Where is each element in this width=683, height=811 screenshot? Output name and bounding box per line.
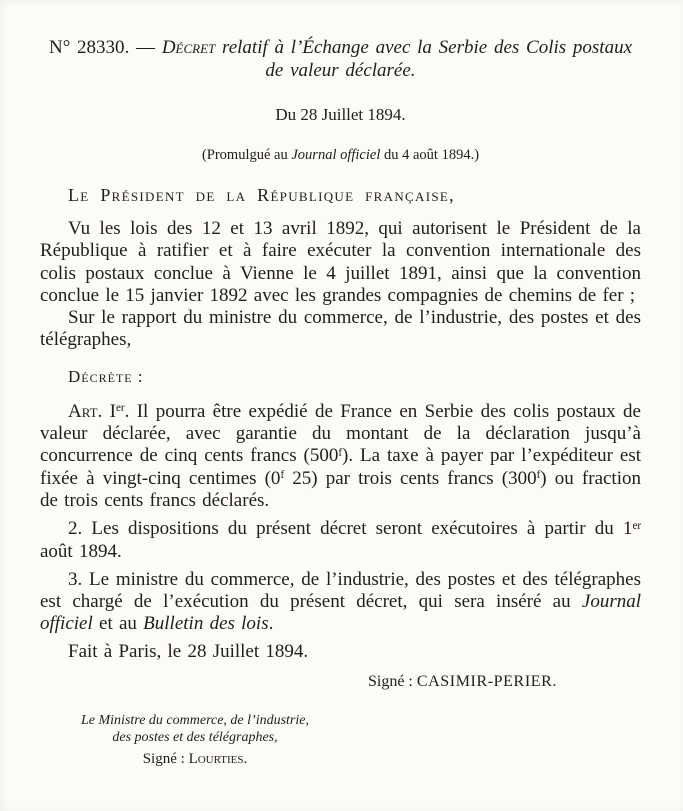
text-segment: du 4 août 1894.) bbox=[380, 147, 480, 163]
article-2-paragraph bbox=[40, 518, 641, 563]
text-segment: . bbox=[268, 613, 274, 635]
closing-place-date-line: Fait à Paris, le 28 Juillet 1894. bbox=[68, 640, 309, 662]
decree-date: Du 28 Juillet 1894. bbox=[275, 105, 406, 124]
decree-title bbox=[48, 36, 633, 82]
text-segment: Décret bbox=[161, 37, 216, 58]
text-segment: relatif à l’Échange avec la Serbie des Colis postaux de valeur déclarée. bbox=[215, 37, 633, 81]
article-1-paragraph bbox=[40, 401, 641, 512]
text-segment: Journal officiel bbox=[40, 591, 641, 635]
text-segment: 3. Le ministre du commerce, de l’industrie, des postes et des télégraphes est chargé de l’exécution du présent décret, qui sera inséré au bbox=[40, 568, 641, 613]
minister-title-line-2: des postes et des télégraphes, bbox=[112, 730, 278, 746]
recital-paragraph-1: Vu les lois des 12 et 13 avril 1892, qui autorisent le Président de la République à ratifier et à faire exécuter la convention internationale des colis postaux conclue à Vienne le 4 juillet 1891, ainsi que la convention conclue le 15 janvier 1892 avec les grandes compagnies de chemins de fer ; bbox=[40, 218, 641, 306]
minister-signature-line bbox=[64, 751, 326, 768]
text-segment: et au bbox=[92, 613, 144, 635]
text-segment: ) ou fraction de trois cents francs déclarés. bbox=[40, 467, 641, 511]
salutation-line: Le Président de la République française, bbox=[68, 185, 455, 205]
text-segment: (Promulgué au bbox=[201, 147, 292, 163]
text-segment: 2. Les dispositions du présent décret seront exécutoires à partir du 1 bbox=[68, 518, 633, 540]
text-segment: ). La taxe à payer par l’expéditeur est fixée à vingt-cinq centimes (0 bbox=[40, 445, 641, 489]
text-segment: Signé : bbox=[142, 751, 189, 768]
article-3-paragraph bbox=[40, 569, 641, 636]
minister-title-line-1: Le Ministre du commerce, de l’industrie, bbox=[81, 713, 309, 729]
text-segment: Journal officiel bbox=[291, 147, 381, 163]
text-segment: Art. I bbox=[68, 400, 117, 422]
text-segment: CASIMIR-PERIER. bbox=[416, 673, 557, 691]
text-segment: Signé : bbox=[367, 673, 417, 691]
text-segment: 25) par trois cents francs (300 bbox=[284, 467, 537, 489]
decrete-word: Décrète : bbox=[68, 366, 144, 386]
recital-paragraph-2: Sur le rapport du ministre du commerce, de l’industrie, des postes et des télégraphes, bbox=[40, 307, 641, 351]
promulgation-note bbox=[40, 147, 641, 164]
text-segment: f bbox=[280, 469, 285, 482]
text-segment: f bbox=[536, 469, 541, 482]
text-segment: Bulletin des lois bbox=[143, 613, 269, 635]
text-segment: er bbox=[116, 402, 125, 415]
text-segment: N° 28330. — bbox=[48, 37, 162, 58]
text-segment: Lourties. bbox=[188, 751, 248, 768]
text-segment: . Il pourra être expédié de France en Serbie des colis postaux de valeur déclarée, avec garantie du montant de la déclaration jusqu’à concurrence de cinq cents francs (500 bbox=[40, 400, 641, 467]
text-segment: f bbox=[338, 446, 343, 459]
text-segment: août 1894. bbox=[40, 540, 122, 562]
president-signature-line bbox=[40, 673, 557, 691]
text-segment: er bbox=[632, 519, 641, 532]
minister-signature-block bbox=[64, 712, 326, 768]
